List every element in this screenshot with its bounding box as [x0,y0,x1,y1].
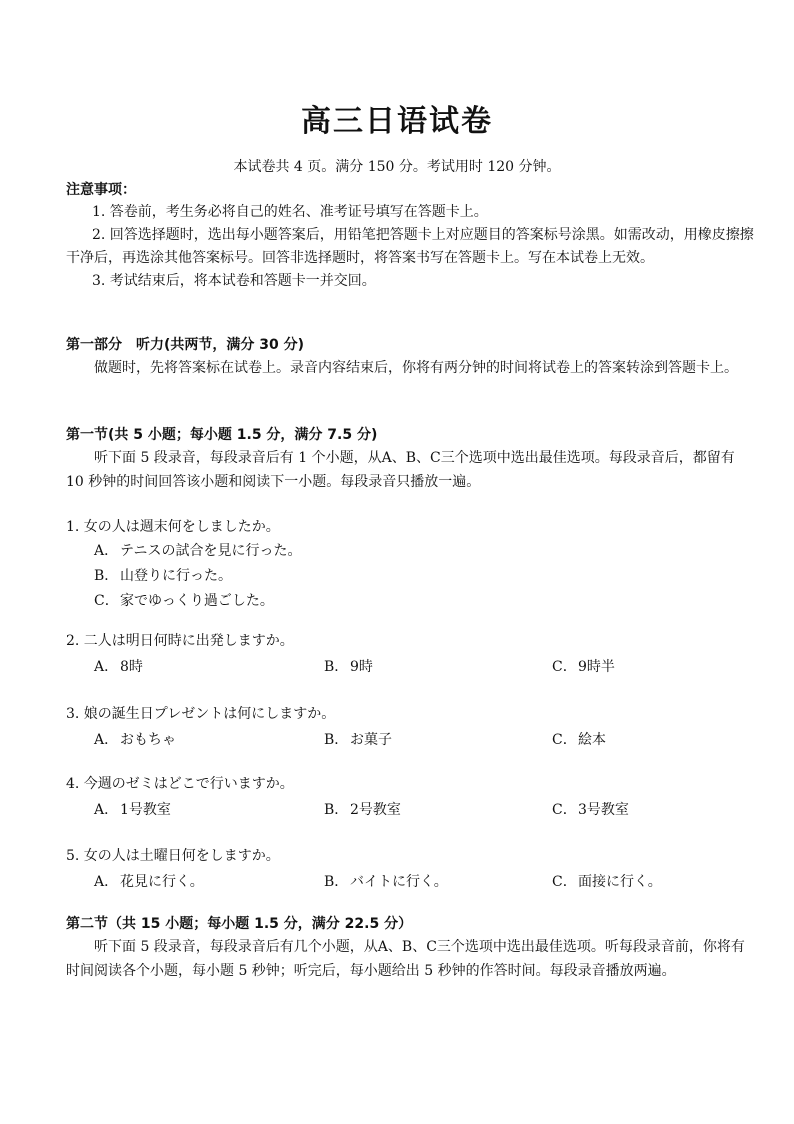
section2-heading: 第二节（共 15 小题；每小题 1.5 分，满分 22.5 分） [66,916,413,932]
notice-list [66,201,756,293]
options-row [66,799,756,825]
option-b[interactable] [324,871,448,891]
notice-item: 2. 回答选择题时，选出每小题答案后，用铅笔把答题卡上对应题目的答案标号涂黑。如需改动，用橡皮擦擦干净后，再选涂其他答案标号。回答非选择题时，将答案书写在答题卡上。写在本试卷上无效。 [66,227,754,266]
option-label: A． [94,659,119,675]
notice-item: 3. 考试结束后，将本试卷和答题卡一并交回。 [92,273,376,289]
option-text: おもちゃ [120,732,176,748]
option-a[interactable] [94,729,176,749]
option-label: C． [94,593,119,609]
option-label: A． [94,732,119,748]
question-2 [66,629,756,682]
option-label: B． [324,802,349,818]
option-text: 面接に行く。 [578,874,662,890]
option-label: B． [324,659,349,675]
option-b[interactable] [324,729,392,749]
option-b[interactable] [94,564,756,589]
option-text: 絵本 [578,732,606,748]
option-text: 9時半 [578,659,615,675]
option-text: バイトに行く。 [350,874,448,890]
question-1 [66,515,756,614]
option-text: テニスの試合を見に行った。 [120,543,302,559]
option-text: 花見に行く。 [120,874,204,890]
question-stem: 4. 今週のゼミはどこで行いますか。 [66,776,294,792]
options-row [66,656,756,682]
option-label: A． [94,543,119,559]
option-c[interactable] [552,656,615,676]
question-stem: 5. 女の人は土曜日何をしますか。 [66,848,280,864]
option-label: C． [552,732,577,748]
option-c[interactable] [94,589,756,614]
option-label: C． [552,874,577,890]
section1-intro: 听下面 5 段录音，每段录音后有 1 个小题，从A、B、C三个选项中选出最佳选项。每段录音后，都留有 10 秒钟的时间回答该小题和阅读下一小题。每段录音只播放一遍。 [66,450,735,490]
option-label: A． [94,802,119,818]
question-3 [66,702,756,755]
option-c[interactable] [552,871,662,891]
question-5 [66,844,756,897]
option-text: お菓子 [350,732,392,748]
option-label: C． [552,659,577,675]
option-label: B． [324,732,349,748]
option-text: 家でゆっくり過ごした。 [120,593,274,609]
question-stem: 1. 女の人は週末何をしましたか。 [66,519,280,535]
exam-info: 本试卷共 4 页。满分 150 分。考试用时 120 分钟。 [233,159,561,175]
option-label: B． [324,874,349,890]
option-b[interactable] [324,656,373,676]
option-a[interactable] [94,799,171,819]
option-c[interactable] [552,799,629,819]
option-a[interactable] [94,656,143,676]
page-title: 高三日语试卷 [301,104,493,139]
option-text: 山登りに行った。 [120,568,232,584]
option-a[interactable] [94,539,756,564]
notice-heading: 注意事项： [66,182,136,198]
option-text: 1号教室 [120,802,171,818]
option-label: A． [94,874,119,890]
section1-heading: 第一节(共 5 小题；每小题 1.5 分，满分 7.5 分) [66,427,378,443]
option-label: C． [552,802,577,818]
question-4 [66,772,756,825]
options-row [66,871,756,897]
part1-heading: 第一部分 听力(共两节，满分 30 分) [66,337,305,353]
option-a[interactable] [94,871,204,891]
options-row [66,729,756,755]
option-text: 9時 [350,659,373,675]
option-text: 8時 [120,659,143,675]
question-stem: 3. 娘の誕生日プレゼントは何にしますか。 [66,706,336,722]
part1-intro: 做题时，先将答案标在试卷上。录音内容结束后，你将有两分钟的时间将试卷上的答案转涂到答题卡上。 [94,360,738,376]
section2-intro: 听下面 5 段录音，每段录音后有几个小题，从A、B、C三个选项中选出最佳选项。听每段录音前，你将有时间阅读各个小题，每小题 5 秒钟；听完后，每小题给出 5 秒钟的作答时间。每段录音播放两遍。 [66,939,745,979]
option-label: B． [94,568,119,584]
notice-item: 1. 答卷前，考生务必将自己的姓名、准考证号填写在答题卡上。 [92,204,488,220]
option-text: 2号教室 [350,802,401,818]
option-text: 3号教室 [578,802,629,818]
question-stem: 2. 二人は明日何時に出発しますか。 [66,633,294,649]
option-b[interactable] [324,799,401,819]
option-c[interactable] [552,729,606,749]
